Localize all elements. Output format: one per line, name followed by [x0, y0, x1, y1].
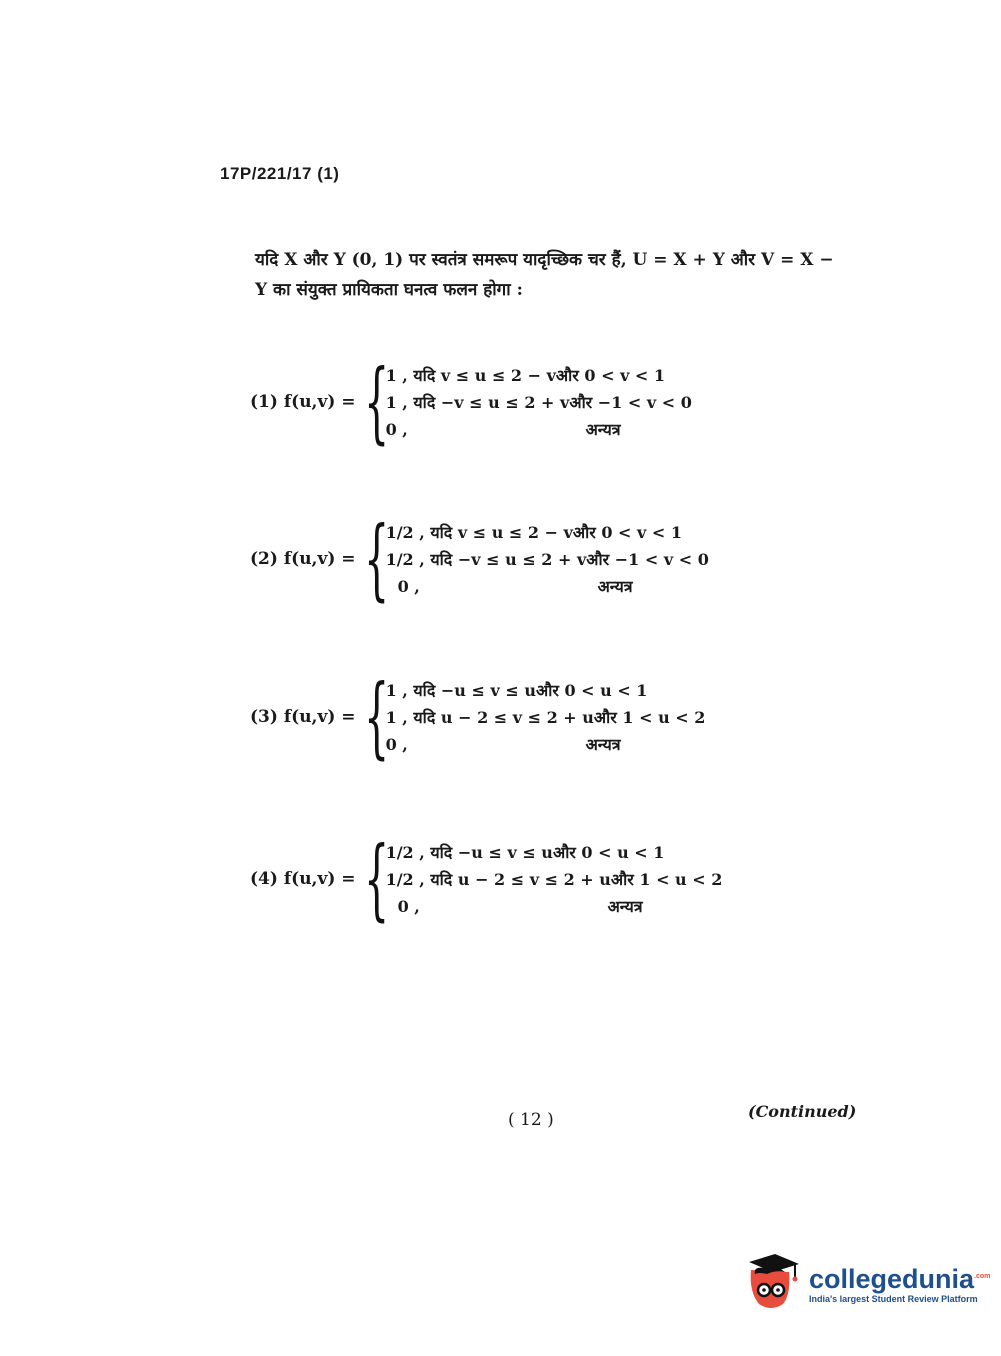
case-value: 1/2 , यदि u − 2 ≤ v ≤ 2 + u [385, 869, 611, 889]
option-3 [250, 665, 706, 768]
case-row [386, 573, 709, 600]
left-brace-icon: { [363, 507, 389, 610]
case-value: 0 , [397, 896, 420, 916]
brand-name [809, 1262, 990, 1294]
case-row [386, 389, 692, 416]
left-brace-icon: { [363, 665, 389, 768]
case-row [386, 546, 709, 573]
option-2-label: (2) f(u,v) = [250, 549, 356, 569]
option-1-label: (1) f(u,v) = [250, 392, 356, 412]
option-1 [250, 350, 692, 453]
brand-domain: .com [974, 1273, 991, 1280]
continued-label: (Continued) [748, 1102, 857, 1121]
option-1-cases [386, 362, 692, 443]
case-condition: और 0 < u < 1 [552, 842, 665, 862]
case-condition: अन्यत्र [597, 576, 633, 596]
option-2 [250, 507, 709, 610]
case-condition: और −1 < v < 0 [569, 392, 692, 412]
case-value: 0 , [385, 734, 408, 754]
brand-tagline: India's largest Student Review Platform [809, 1294, 978, 1304]
case-condition: और −1 < v < 0 [586, 549, 709, 569]
case-row [386, 519, 709, 546]
collegedunia-logo [745, 1252, 990, 1314]
case-value: 1 , यदि v ≤ u ≤ 2 − v [385, 365, 556, 385]
case-condition: अन्यत्र [585, 419, 621, 439]
left-brace-icon: { [363, 350, 389, 453]
case-row [386, 362, 692, 389]
option-2-cases [386, 519, 709, 600]
question-text: यदि X और Y (0, 1) पर स्वतंत्र समरूप यादृच्छिक चर हैं, U = X + Y और V = X − Y का संयुक्त प्रायिकता घनत्व फलन होगा : [255, 250, 834, 300]
case-condition: अन्यत्र [607, 896, 643, 916]
graduate-mascot-icon [745, 1252, 801, 1314]
case-value: 1/2 , यदि −u ≤ v ≤ u [385, 842, 553, 862]
case-value: 1 , यदि −v ≤ u ≤ 2 + v [385, 392, 570, 412]
case-value: 1/2 , यदि v ≤ u ≤ 2 − v [385, 522, 573, 542]
option-3-cases [386, 677, 706, 758]
option-4 [250, 827, 723, 930]
brand-name-text: collegedunia [809, 1264, 975, 1294]
case-row [386, 416, 692, 443]
left-brace-icon: { [363, 827, 389, 930]
case-row [386, 704, 706, 731]
case-condition: और 0 < v < 1 [572, 522, 683, 542]
case-condition: और 1 < u < 2 [610, 869, 723, 889]
case-condition: अन्यत्र [585, 734, 621, 754]
option-4-cases [386, 839, 723, 920]
case-row [386, 893, 723, 920]
case-row [386, 677, 706, 704]
case-row [386, 839, 723, 866]
option-4-label: (4) f(u,v) = [250, 869, 356, 889]
case-value: 1/2 , यदि −v ≤ u ≤ 2 + v [385, 549, 587, 569]
logo-text [809, 1262, 990, 1304]
case-value: 1 , यदि u − 2 ≤ v ≤ 2 + u [385, 707, 594, 727]
page-number: ( 12 ) [508, 1110, 554, 1130]
case-condition: और 0 < u < 1 [535, 680, 648, 700]
case-row [386, 866, 723, 893]
case-value: 0 , [385, 419, 408, 439]
paper-code: 17P/221/17 (1) [220, 164, 340, 183]
case-condition: और 0 < v < 1 [555, 365, 666, 385]
option-3-label: (3) f(u,v) = [250, 707, 356, 727]
case-value: 0 , [397, 576, 420, 596]
case-row [386, 731, 706, 758]
case-value: 1 , यदि −u ≤ v ≤ u [385, 680, 536, 700]
case-condition: और 1 < u < 2 [593, 707, 706, 727]
